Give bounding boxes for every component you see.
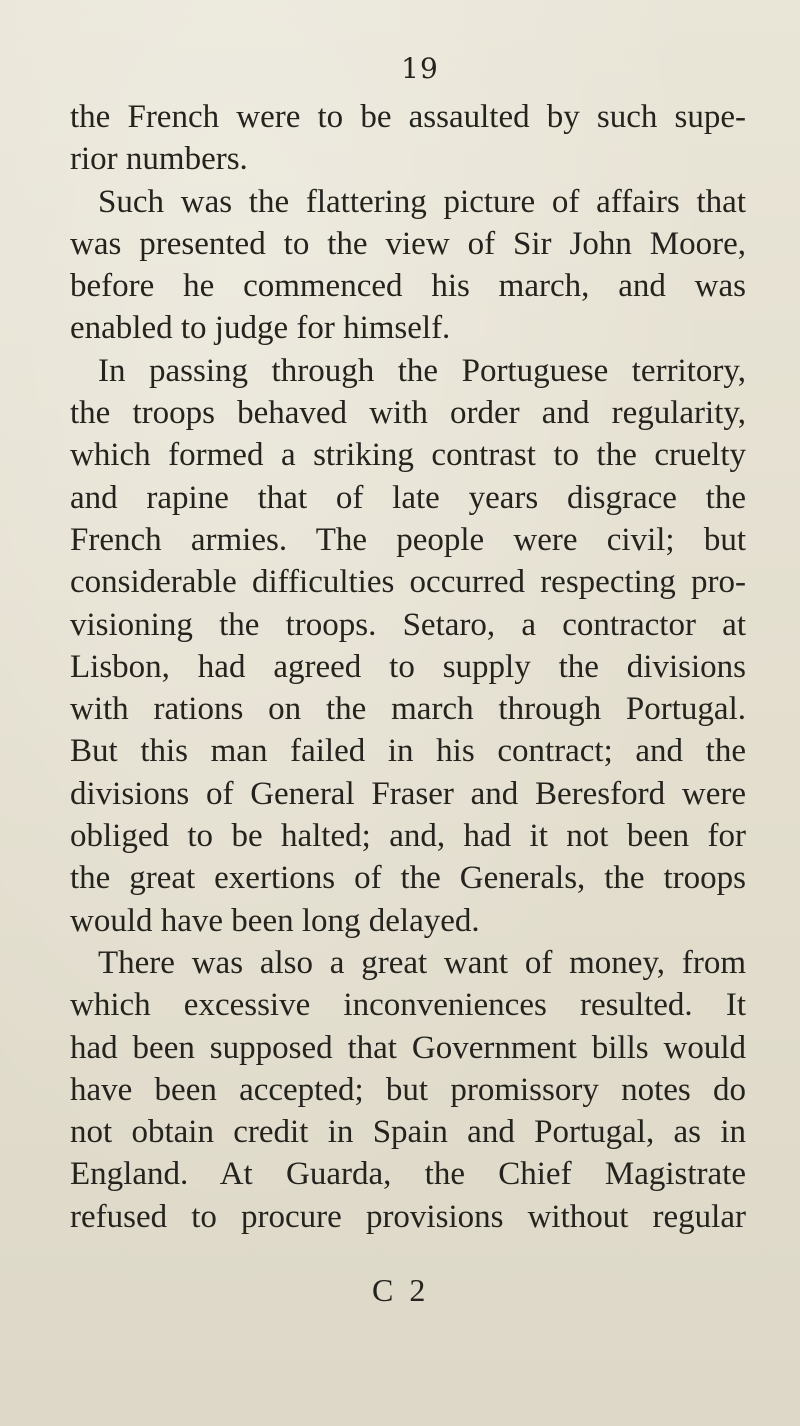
text-line: have been accepted; but promissory notes do [70, 1071, 746, 1108]
signature-mark: C 2 [372, 1272, 430, 1308]
text-line: the French were to be assaulted by such supe- [70, 99, 746, 135]
text-line: was presented to the view of Sir John Moore, [70, 225, 746, 262]
text-line: would have been long delayed. [70, 902, 480, 939]
text-line: But this man failed in his contract; and the [70, 733, 746, 770]
text-line: French armies. The people were civil; but [70, 521, 746, 558]
text-line: considerable difficulties occurred respecting pro- [70, 564, 746, 601]
text-line: There was also a great want of money, from [98, 944, 746, 981]
text-line: divisions of General Fraser and Beresford were [70, 775, 746, 812]
text-line: Lisbon, had agreed to supply the divisions [70, 648, 746, 685]
text-line: England. At Guarda, the Chief Magistrate [70, 1156, 746, 1193]
text-line: visioning the troops. Setaro, a contractor at [70, 606, 746, 643]
text-line: the great exertions of the Generals, the troops [70, 860, 746, 897]
text-line: In passing through the Portuguese territory, [98, 352, 746, 389]
text-line: had been supposed that Government bills would [70, 1029, 746, 1066]
text-line: and rapine that of late years disgrace the [70, 479, 746, 516]
text-line: obliged to be halted; and, had it not been for [70, 818, 746, 855]
text-line: enabled to judge for himself. [70, 310, 451, 347]
text-line: before he commenced his march, and was [70, 268, 746, 305]
text-line: which formed a striking contrast to the cruelty [70, 437, 746, 474]
page-number: 19 [401, 52, 439, 85]
text-line: refused to procure provisions without regular [70, 1198, 746, 1235]
text-line: Such was the flattering picture of affairs that [98, 183, 746, 220]
text-line: not obtain credit in Spain and Portugal, as in [70, 1114, 746, 1151]
text-line: the troops behaved with order and regularity, [70, 395, 746, 432]
text-line: which excessive inconveniences resulted. It [70, 987, 746, 1024]
text-line: with rations on the march through Portugal. [70, 691, 746, 728]
text-line: rior numbers. [70, 141, 248, 178]
body-text [70, 96, 746, 1238]
